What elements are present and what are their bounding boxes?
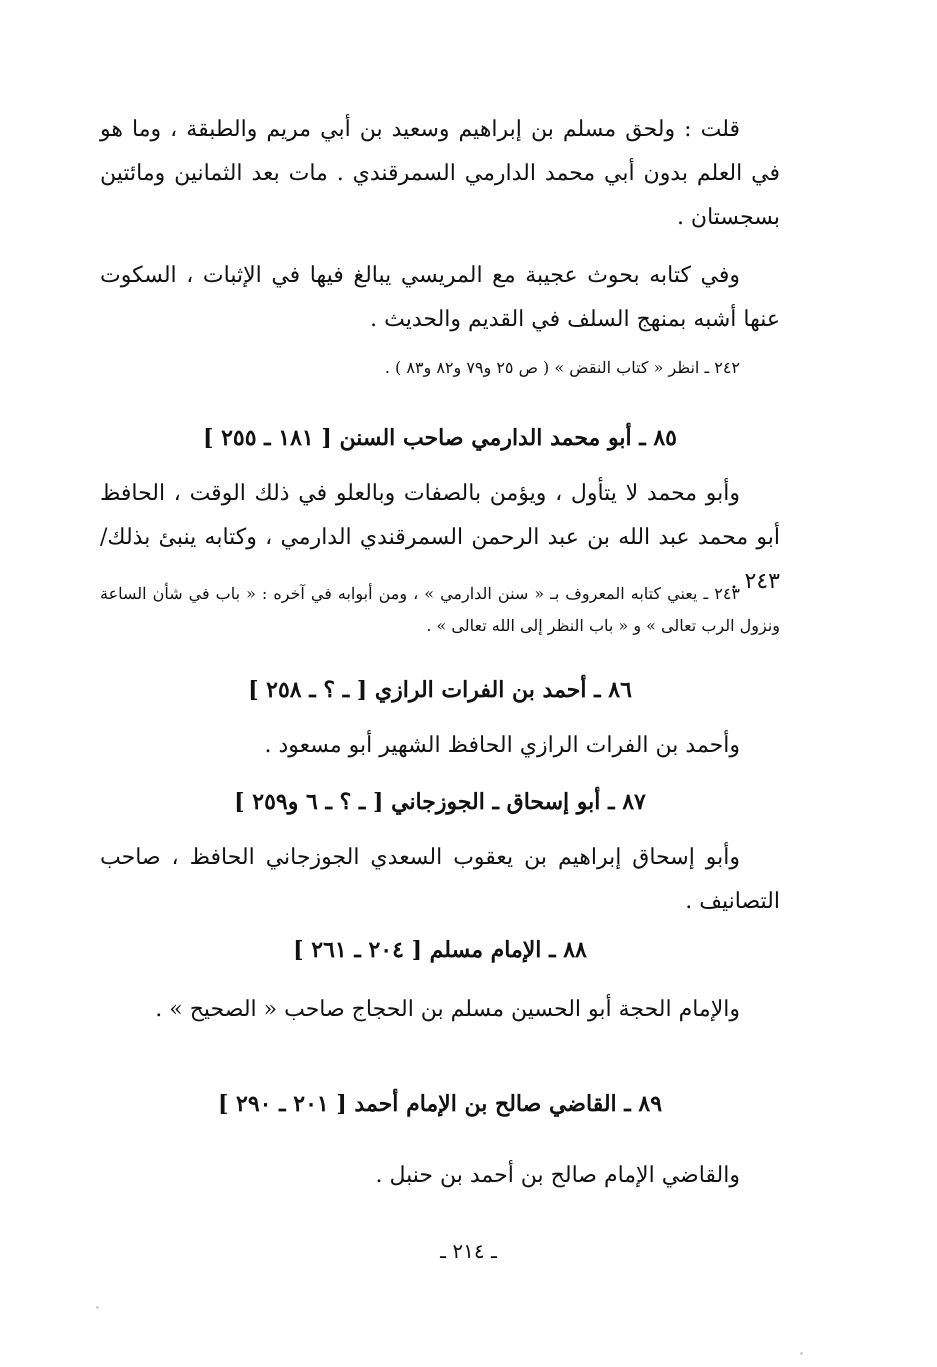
- scan-speck: [800, 1352, 803, 1355]
- paragraph-intro: قلت : ولحق مسلم بن إبراهيم وسعيد بن أبي مريم والطبقة ، وما هو في العلم بدون أبي محمد الدارمي السمرقندي . مات بعد الثمانين ومائتين بسجستان .: [100, 117, 780, 230]
- footnote-242: ٢٤٢ ـ انظر « كتاب النقض » ( ص ٢٥ و٧٩ و٨٢ و٨٣ ) .: [384, 358, 740, 377]
- heading-86: ٨٦ ـ أحمد بن الفرات الرازي [ ـ ؟ ـ ٢٥٨ ]: [248, 677, 632, 703]
- page-number: ـ ٢١٤ ـ: [440, 1239, 497, 1263]
- heading-87: ٨٧ ـ أبو إسحاق ـ الجوزجاني [ ـ ؟ ـ ٦ و٢٥٩ ]: [234, 789, 646, 815]
- paragraph-kitab: وفي كتابه بحوث عجيبة مع المريسي يبالغ فيها في الإثبات ، السكوت عنها أشبه بمنهج السلف في القديم والحديث .: [100, 263, 780, 332]
- heading-88: ٨٨ ـ الإمام مسلم [ ٢٠٤ ـ ٢٦١ ]: [293, 937, 587, 963]
- heading-85: ٨٥ ـ أبو محمد الدارمي صاحب السنن [ ١٨١ ـ ٢٥٥ ]: [202, 425, 677, 451]
- scan-speck: [96, 1306, 99, 1309]
- paragraph-88: والإمام الحجة أبو الحسين مسلم بن الحجاج صاحب « الصحيح » .: [155, 997, 740, 1022]
- heading-89: ٨٩ ـ القاضي صالح بن الإمام أحمد [ ٢٠١ ـ ٢٩٠ ]: [217, 1091, 663, 1117]
- paragraph-85: وأبو محمد لا يتأول ، ويؤمن بالصفات وبالعلو في ذلك الوقت ، الحافظ أبو محمد عبد الله بن عبد الرحمن السمرقندي الدارمي ، وكتابه ينبئ بذلك/ ٢٤٣ .: [100, 481, 780, 594]
- footnote-243: ٢٤٣ ـ يعني كتابه المعروف بـ « سنن الدارمي » ، ومن أبوابه في آخره : « باب في شأن الساعة ونزول الرب تعالى » و « باب النظر إلى الله تعالى » .: [100, 584, 780, 635]
- paragraph-89: والقاضي الإمام صالح بن أحمد بن حنبل .: [375, 1163, 740, 1188]
- paragraph-87: وأبو إسحاق إبراهيم بن يعقوب السعدي الجوزجاني الحافظ ، صاحب التصانيف .: [100, 845, 780, 914]
- paragraph-86: وأحمد بن الفرات الرازي الحافظ الشهير أبو مسعود .: [264, 733, 740, 758]
